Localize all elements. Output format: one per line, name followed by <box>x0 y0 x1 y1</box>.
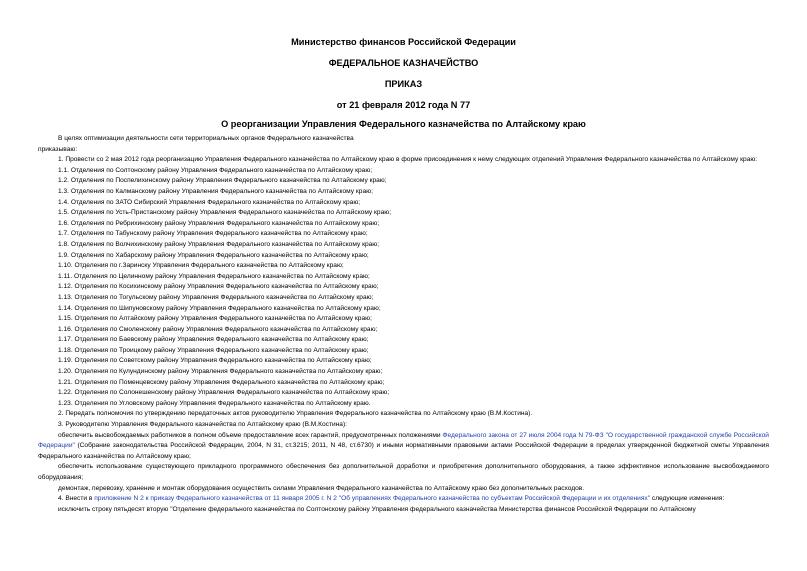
document-body <box>38 134 769 515</box>
list-item: 1.20. Отделения по Кулундинскому району Управления Федерального казначейства по Алтайскому краю; <box>58 368 383 376</box>
paragraph-2: 2. Передать полномочия по утверждению передаточных актов руководителю Управления Федерального казначейства по Алтайскому краю (В.М.Костина). <box>58 410 533 418</box>
list-item: 1.5. Отделения по Усть-Пристанскому району Управления Федерального казначейства по Алтайскому краю; <box>58 209 392 217</box>
list-item: 1.16. Отделения по Смоленскому району Управления Федерального казначейства по Алтайскому краю; <box>58 325 378 333</box>
paragraph-4-text: 4. Внести в <box>58 495 95 503</box>
departments-list <box>38 166 769 410</box>
paragraph-4 <box>38 494 769 505</box>
order-word: приказываю: <box>38 145 78 153</box>
list-item: 1.17. Отделения по Баевскому району Управления Федерального казначейства по Алтайскому краю; <box>58 336 369 344</box>
order-date: от 21 февраля 2012 года N 77 <box>336 100 471 110</box>
intro-paragraph: В целях оптимизации деятельности сети территориальных органов Федерального казначейства <box>58 135 354 142</box>
paragraph-3: 3. Руководителю Управления Федерального казначейства по Алтайскому краю (В.М.Костина): <box>58 421 347 429</box>
list-item: 1.15. Отделения по Алтайскому району Управления Федерального казначейства по Алтайскому краю; <box>58 315 372 323</box>
list-item: 1.11. Отделения по Целинному району Управления Федерального казначейства по Алтайскому краю; <box>58 272 370 280</box>
list-item: 1.3. Отделения по Калманскому району Управления Федерального казначейства по Алтайскому краю; <box>58 187 373 195</box>
list-item: 1.18. Отделения по Троицкому району Управления Федерального казначейства по Алтайскому краю; <box>58 346 369 354</box>
ministry-heading: Министерство финансов Российской Федерации <box>291 37 516 47</box>
paragraph-3a <box>38 431 769 463</box>
paragraph-3b: обеспечить использование существующего прикладного программного обеспечения без дополнительной доработки и приобретения дополнительного оборудования, а также эффективное использование высвобождаемого оборудования; <box>38 463 769 481</box>
order-heading: ПРИКАЗ <box>384 79 423 89</box>
list-item: 1.6. Отделения по Ребрихинскому району Управления Федерального казначейства по Алтайскому краю; <box>58 219 380 227</box>
paragraph-3a-text: обеспечить высвобождаемых работников в полном объеме предоставление всех гарантий, предусмотренных положениями <box>58 431 443 439</box>
treasury-heading: ФЕДЕРАЛЬНОЕ КАЗНАЧЕЙСТВО <box>328 58 479 68</box>
list-item: 1.1. Отделения по Солтонскому району Управления Федерального казначейства по Алтайскому краю; <box>58 166 373 174</box>
order-subject: О реорганизации Управления Федерального казначейства по Алтайскому краю <box>221 119 586 129</box>
paragraph-4-tail: следующие изменения: <box>650 495 725 503</box>
list-item: 1.19. Отделения по Советскому району Управления Федерального казначейства по Алтайскому краю; <box>58 357 372 365</box>
list-item: 1.10. Отделения по г.Заринску Управления Федерального казначейства по Алтайскому краю; <box>58 262 344 270</box>
list-item: 1.22. Отделения по Солонешенскому району Управления Федерального казначейства по Алтайскому краю; <box>58 389 390 397</box>
federal-law-link[interactable]: Федерального закона от 27 июля 2004 года N 79-ФЗ "О государственной гражданской службе Российской Федерации" <box>38 431 769 450</box>
list-item: 1.13. Отделения по Тогульскому району Управления Федерального казначейства по Алтайскому краю; <box>58 293 374 301</box>
list-item: 1.4. Отделения по ЗАТО Сибирский Управления Федерального казначейства по Алтайскому краю; <box>58 198 361 206</box>
list-item: 1.12. Отделения по Косихинскому району Управления Федерального казначейства по Алтайскому краю; <box>58 283 379 291</box>
list-item: 1.2. Отделения по Поспелихинскому району Управления Федерального казначейства по Алтайскому краю; <box>58 177 387 185</box>
appendix-link[interactable]: приложение N 2 к приказу Федерального казначейства от 11 января 2005 г. N 2 "Об управлениях Федерального казначейства по субъектам Российской Федерации и их отделениях" <box>94 495 651 503</box>
paragraph-4a: исключить строку пятьдесят вторую "Отделение федерального казначейства по Солтонскому району Управления федерального казначейства Министерства финансов Российской Федерации по Алтайскому <box>58 505 696 513</box>
list-item: 1.9. Отделения по Хабарскому району Управления Федерального казначейства по Алтайскому краю; <box>58 251 369 259</box>
paragraph-1: 1. Провести со 2 мая 2012 года реорганизацию Управления Федерального казначейства по Алтайскому краю в форме присоединения к нему следующих отделений Управления Федерального казначейства по Алтайскому краю: <box>58 156 758 164</box>
paragraph-3c: демонтаж, перевозку, хранение и монтаж оборудования осуществить силами Управления Федерального казначейства по Алтайскому краю без дополнительных расходов. <box>58 484 585 492</box>
paragraph-3a-tail: (Собрание законодательства Российской Федерации, 2004, N 31, ст.3215; 2011, N 48, ст.6730) и иными нормативными правовыми актами Российской Федерации в пределах утвержденной бюджетной сметы Управления Федерального казначейства по Алтайскому краю; <box>38 442 769 460</box>
list-item: 1.7. Отделения по Табунскому району Управления Федерального казначейства по Алтайскому краю; <box>58 230 368 238</box>
list-item: 1.14. Отделения по Шипуновскому району Управления Федерального казначейства по Алтайскому краю; <box>58 304 381 312</box>
list-item: 1.23. Отделения по Угловскому району Управления Федерального казначейства по Алтайскому краю. <box>58 399 371 407</box>
list-item: 1.21. Отделения по Поменцевскому району Управления Федерального казначейства по Алтайскому краю; <box>58 378 385 386</box>
list-item: 1.8. Отделения по Волчихинскому району Управления Федерального казначейства по Алтайскому краю; <box>58 240 380 248</box>
